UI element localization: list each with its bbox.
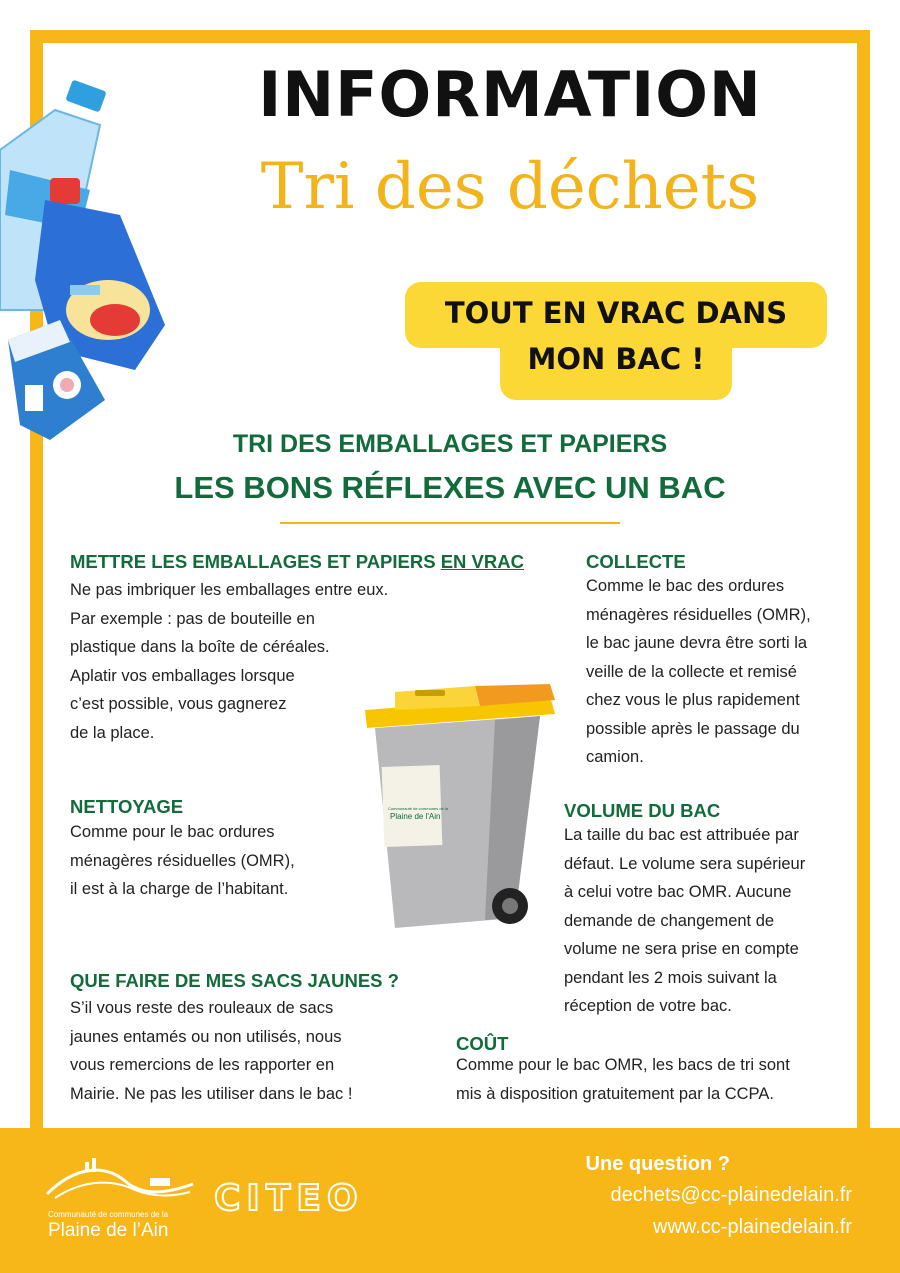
packaging-illustration xyxy=(0,80,175,450)
footer-question: Une question ? xyxy=(585,1153,730,1175)
slogan-line-2: MON BAC ! xyxy=(527,342,705,376)
yellow-bin-icon xyxy=(355,678,560,943)
section-sacs-body: S’il vous reste des rouleaux de sacs jaunes entamés ou non utilisés, nous vous remercions de les rapporter en Mairie. Ne pas les utiliser dans le bac ! xyxy=(70,999,353,1103)
citeo-logo: CITEO xyxy=(214,1178,364,1219)
divider xyxy=(280,522,620,524)
section-collecte-body: Comme le bac des ordures ménagères résiduelles (OMR), le bac jaune devra être sorti la veille de la collecte et remisé chez vous le plus rapidement possible après le passage du camion. xyxy=(586,577,811,766)
section-nettoyage-title: NETTOYAGE xyxy=(70,796,184,817)
footer-logo-small: Communauté de communes de la xyxy=(48,1210,169,1219)
section-cout-body: Comme pour le bac OMR, les bacs de tri sont mis à disposition gratuitement par la CCPA. xyxy=(456,1056,790,1103)
section-nettoyage-body: Comme pour le bac ordures ménagères résiduelles (OMR), il est à la charge de l’habitant. xyxy=(70,823,295,898)
page-title: INFORMATION xyxy=(258,58,762,131)
intro-heading-2: LES BONS RÉFLEXES AVEC UN BAC xyxy=(174,470,726,505)
section-collecte-title: COLLECTE xyxy=(586,551,686,572)
footer-website-link[interactable]: www.cc-plainedelain.fr xyxy=(653,1216,852,1238)
section-volume-body: La taille du bac est attribuée par défaut. Le volume sera supérieur à celui votre bac OMR. Aucune demande de changement de volume ne sera prise en compte pendant les 2 mois suivant la réception de votre bac. xyxy=(564,826,806,1015)
bin-label-small: Communauté de communes de la xyxy=(388,806,449,811)
plaine-de-lain-logo-icon xyxy=(45,1156,195,1206)
bin-label-big: Plaine de l'Ain xyxy=(390,812,441,821)
section-vrac-title xyxy=(70,551,524,573)
slogan-text xyxy=(405,290,827,382)
section-vrac-title-prefix: METTRE LES EMBALLAGES ET PAPIERS xyxy=(70,551,441,572)
slogan-line-1: TOUT EN VRAC DANS xyxy=(444,296,788,330)
section-vrac-body: Ne pas imbriquer les emballages entre eux. Par exemple : pas de bouteille en plastique dans la boîte de céréales. Aplatir vos emballages lorsque c’est possible, vous gagnerez de la place. xyxy=(70,581,389,742)
section-vrac-title-underlined: EN VRAC xyxy=(440,551,524,572)
section-sacs-title: QUE FAIRE DE MES SACS JAUNES ? xyxy=(70,970,399,991)
page-subtitle: Tri des déchets xyxy=(260,150,760,224)
footer-logo-big: Plaine de l’Ain xyxy=(48,1220,169,1241)
section-cout-title: COÛT xyxy=(456,1033,509,1054)
intro-heading-1: TRI DES EMBALLAGES ET PAPIERS xyxy=(232,430,668,458)
footer-email-link[interactable]: dechets@cc-plainedelain.fr xyxy=(610,1184,852,1206)
section-volume-title: VOLUME DU BAC xyxy=(564,800,721,821)
